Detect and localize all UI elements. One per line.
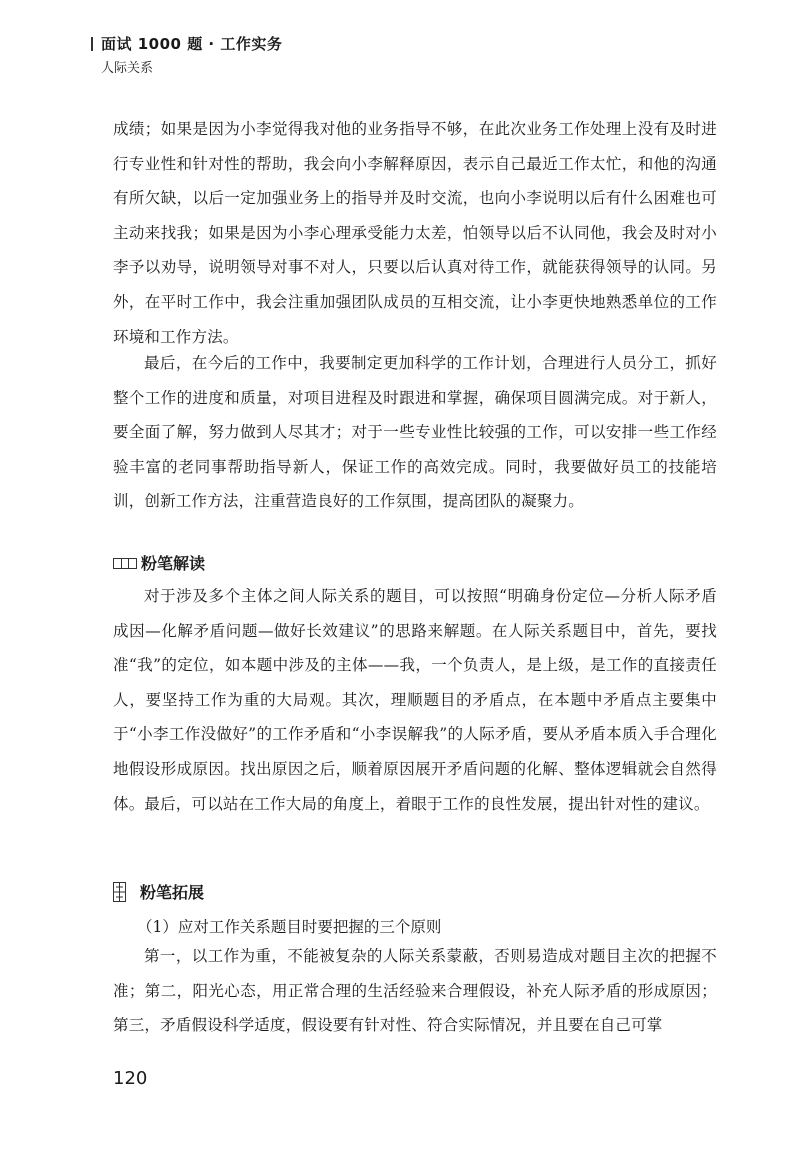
chapter-title: 人际关系 [101, 61, 154, 76]
header-bar [91, 37, 93, 51]
expand-heading-label: 粉笔拓展 [140, 883, 205, 902]
page-number: 120 [113, 1068, 148, 1089]
section-marker-icon [113, 558, 137, 569]
book-title: 面试 1000 题 · 工作实务 [101, 35, 283, 53]
paragraph-continued: 成绩；如果是因为小李觉得我对他的业务指导不够，在此次业务工作处理上没有及时进行专业性和针对性的帮助，我会向小李解释原因，表示自己最近工作太忙，和他的沟通有所欠缺，以后一定加强业务上的指导并及时交流，也向小李说明以后有什么困难也可主动来找我；如果是因为小李心理承受能力太差，怕领导以后不认同他，我会及时对小李予以劝导，说明领导对事不对人，只要以后认真对待工作，就能获得领导的认同。另外，在平时工作中，我会注重加强团队成员的互相交流，让小李更快地熟悉单位的工作环境和工作方法。 [113, 120, 717, 346]
principles-paragraph: 第一，以工作为重，不能被复杂的人际关系蒙蔽，否则易造成对题目主次的把握不准；第二，阳光心态，用正常合理的生活经验来合理假设，补充人际矛盾的形成原因；第三，矛盾假设科学适度，假设要有针对性、符合实际情况，并且要在自己可掌 [113, 947, 717, 1035]
analysis-paragraph: 对于涉及多个主体之间人际关系的题目，可以按照“明确身份定位—分析人际矛盾成因—化解矛盾问题—做好长效建议”的思路来解题。在人际关系题目中，首先，要找准“我”的定位，如本题中涉及的主体——我，一个负责人，是上级，是工作的直接责任人，要坚持工作为重的大局观。其次，理顺题目的矛盾点，在本题中矛盾点主要集中于“小李工作没做好”的工作矛盾和“小李误解我”的人际矛盾，要从矛盾本质入手合理化地假设形成原因。找出原因之后，顺着原因展开矛盾问题的化解、整体逻辑就会自然得体。最后，可以站在工作大局的角度上，着眼于工作的良性发展，提出针对性的建议。 [113, 587, 717, 813]
expand-marker-icon [113, 882, 126, 902]
expand-heading [113, 880, 204, 904]
paragraph-conclusion: 最后，在今后的工作中，我要制定更加科学的工作计划，合理进行人员分工，抓好整个工作的进度和质量，对项目进程及时跟进和掌握，确保项目圆满完成。对于新人，要全面了解，努力做到人尽其才；对于一些专业性比较强的工作，可以安排一些工作经验丰富的老同事帮助指导新人，保证工作的高效完成。同时，我要做好员工的技能培训，创新工作方法，注重营造良好的工作氛围，提高团队的凝聚力。 [113, 354, 717, 511]
expand-subheading: （1）应对工作关系题目时要把握的三个原则 [137, 918, 442, 936]
analysis-heading-label: 粉笔解读 [141, 554, 206, 573]
analysis-heading [113, 551, 205, 574]
